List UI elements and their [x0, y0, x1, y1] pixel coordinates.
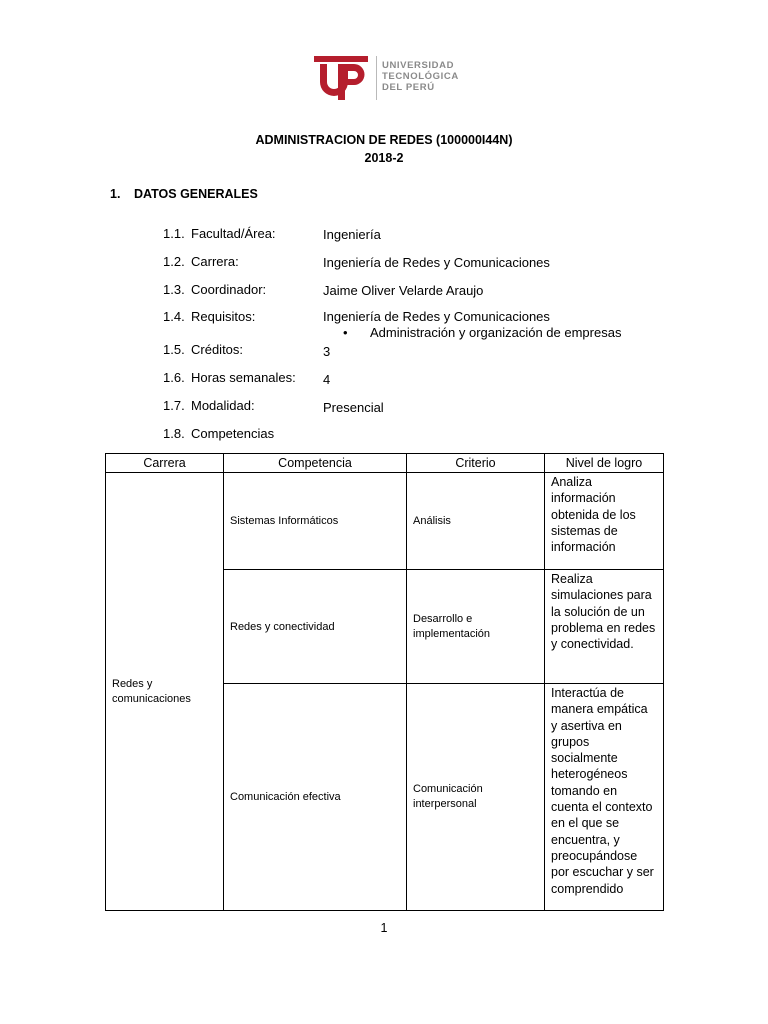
field-value-modalidad: Presencial	[323, 400, 384, 415]
field-label-text: Requisitos:	[191, 309, 256, 324]
field-label-text: Modalidad:	[191, 398, 255, 413]
field-num: 1.5.	[163, 342, 185, 357]
field-label-text: Carrera:	[191, 254, 239, 269]
field-num: 1.8.	[163, 426, 185, 441]
header-nivel-logro: Nivel de logro	[545, 454, 664, 473]
section-number: 1.	[110, 187, 121, 201]
cell-criterio: Análisis	[407, 473, 545, 570]
field-label-modalidad	[163, 398, 255, 413]
field-label-text: Créditos:	[191, 342, 244, 357]
field-num: 1.2.	[163, 254, 185, 269]
field-num: 1.3.	[163, 282, 185, 297]
field-value-creditos: 3	[323, 344, 331, 359]
logo-divider	[376, 56, 377, 100]
field-num: 1.4.	[163, 309, 185, 324]
cell-competencia: Comunicación efectiva	[224, 684, 407, 911]
cell-nivel-logro: Analiza información obtenida de los sistemas de información	[545, 473, 664, 570]
course-period: 2018-2	[364, 151, 404, 165]
field-label-horas	[163, 370, 296, 385]
field-label-text: Coordinador:	[191, 282, 267, 297]
field-label-text: Facultad/Área:	[191, 226, 276, 241]
field-label-coordinador	[163, 282, 266, 297]
university-name-line-2: TECNOLÓGICA	[382, 71, 459, 82]
table-header-row	[106, 454, 664, 473]
field-value-horas: 4	[323, 372, 331, 387]
field-value-facultad: Ingeniería	[323, 227, 381, 242]
bullet-dot-icon: •	[343, 325, 348, 340]
cell-criterio: Desarrollo e implementación	[407, 570, 545, 684]
page-number: 1	[380, 921, 388, 935]
course-title: ADMINISTRACION DE REDES (100000I44N)	[255, 133, 513, 147]
field-label-carrera	[163, 254, 239, 269]
field-num: 1.6.	[163, 370, 185, 385]
university-name-line-3: DEL PERÚ	[382, 82, 435, 93]
field-label-requisitos	[163, 309, 255, 324]
field-value-coordinador: Jaime Oliver Velarde Araujo	[323, 283, 484, 298]
utp-logo-mark	[310, 52, 372, 102]
cell-nivel-logro: Interactúa de manera empática y asertiva en grupos socialmente heterogéneos tomando en cuenta el contexto en el que se encuentra, y preocupándose por escuchar y ser comprendido	[545, 684, 664, 911]
competencias-table	[105, 453, 664, 911]
header-criterio: Criterio	[407, 454, 545, 473]
cell-carrera: Redes y comunicaciones	[106, 473, 224, 911]
field-value-requisitos: Ingeniería de Redes y Comunicaciones	[323, 309, 550, 324]
field-value-carrera: Ingeniería de Redes y Comunicaciones	[323, 255, 550, 270]
table-row	[106, 473, 664, 570]
university-name-line-1: UNIVERSIDAD	[382, 60, 455, 71]
field-label-facultad	[163, 226, 276, 241]
requisito-bullet-text: Administración y organización de empresas	[370, 325, 622, 340]
header-carrera: Carrera	[106, 454, 224, 473]
cell-competencia: Redes y conectividad	[224, 570, 407, 684]
university-name	[382, 60, 459, 93]
field-label-competencias	[163, 426, 274, 441]
field-label-text: Horas semanales:	[191, 370, 296, 385]
cell-competencia: Sistemas Informáticos	[224, 473, 407, 570]
field-label-creditos	[163, 342, 243, 357]
section-heading	[110, 187, 258, 201]
section-title: DATOS GENERALES	[134, 187, 258, 201]
requisito-bullet-item	[343, 325, 621, 340]
header-competencia: Competencia	[224, 454, 407, 473]
cell-criterio: Comunicación interpersonal	[407, 684, 545, 911]
field-label-text: Competencias	[191, 426, 275, 441]
cell-nivel-logro: Realiza simulaciones para la solución de un problema en redes y conectividad.	[545, 570, 664, 684]
field-num: 1.7.	[163, 398, 185, 413]
field-num: 1.1.	[163, 226, 185, 241]
